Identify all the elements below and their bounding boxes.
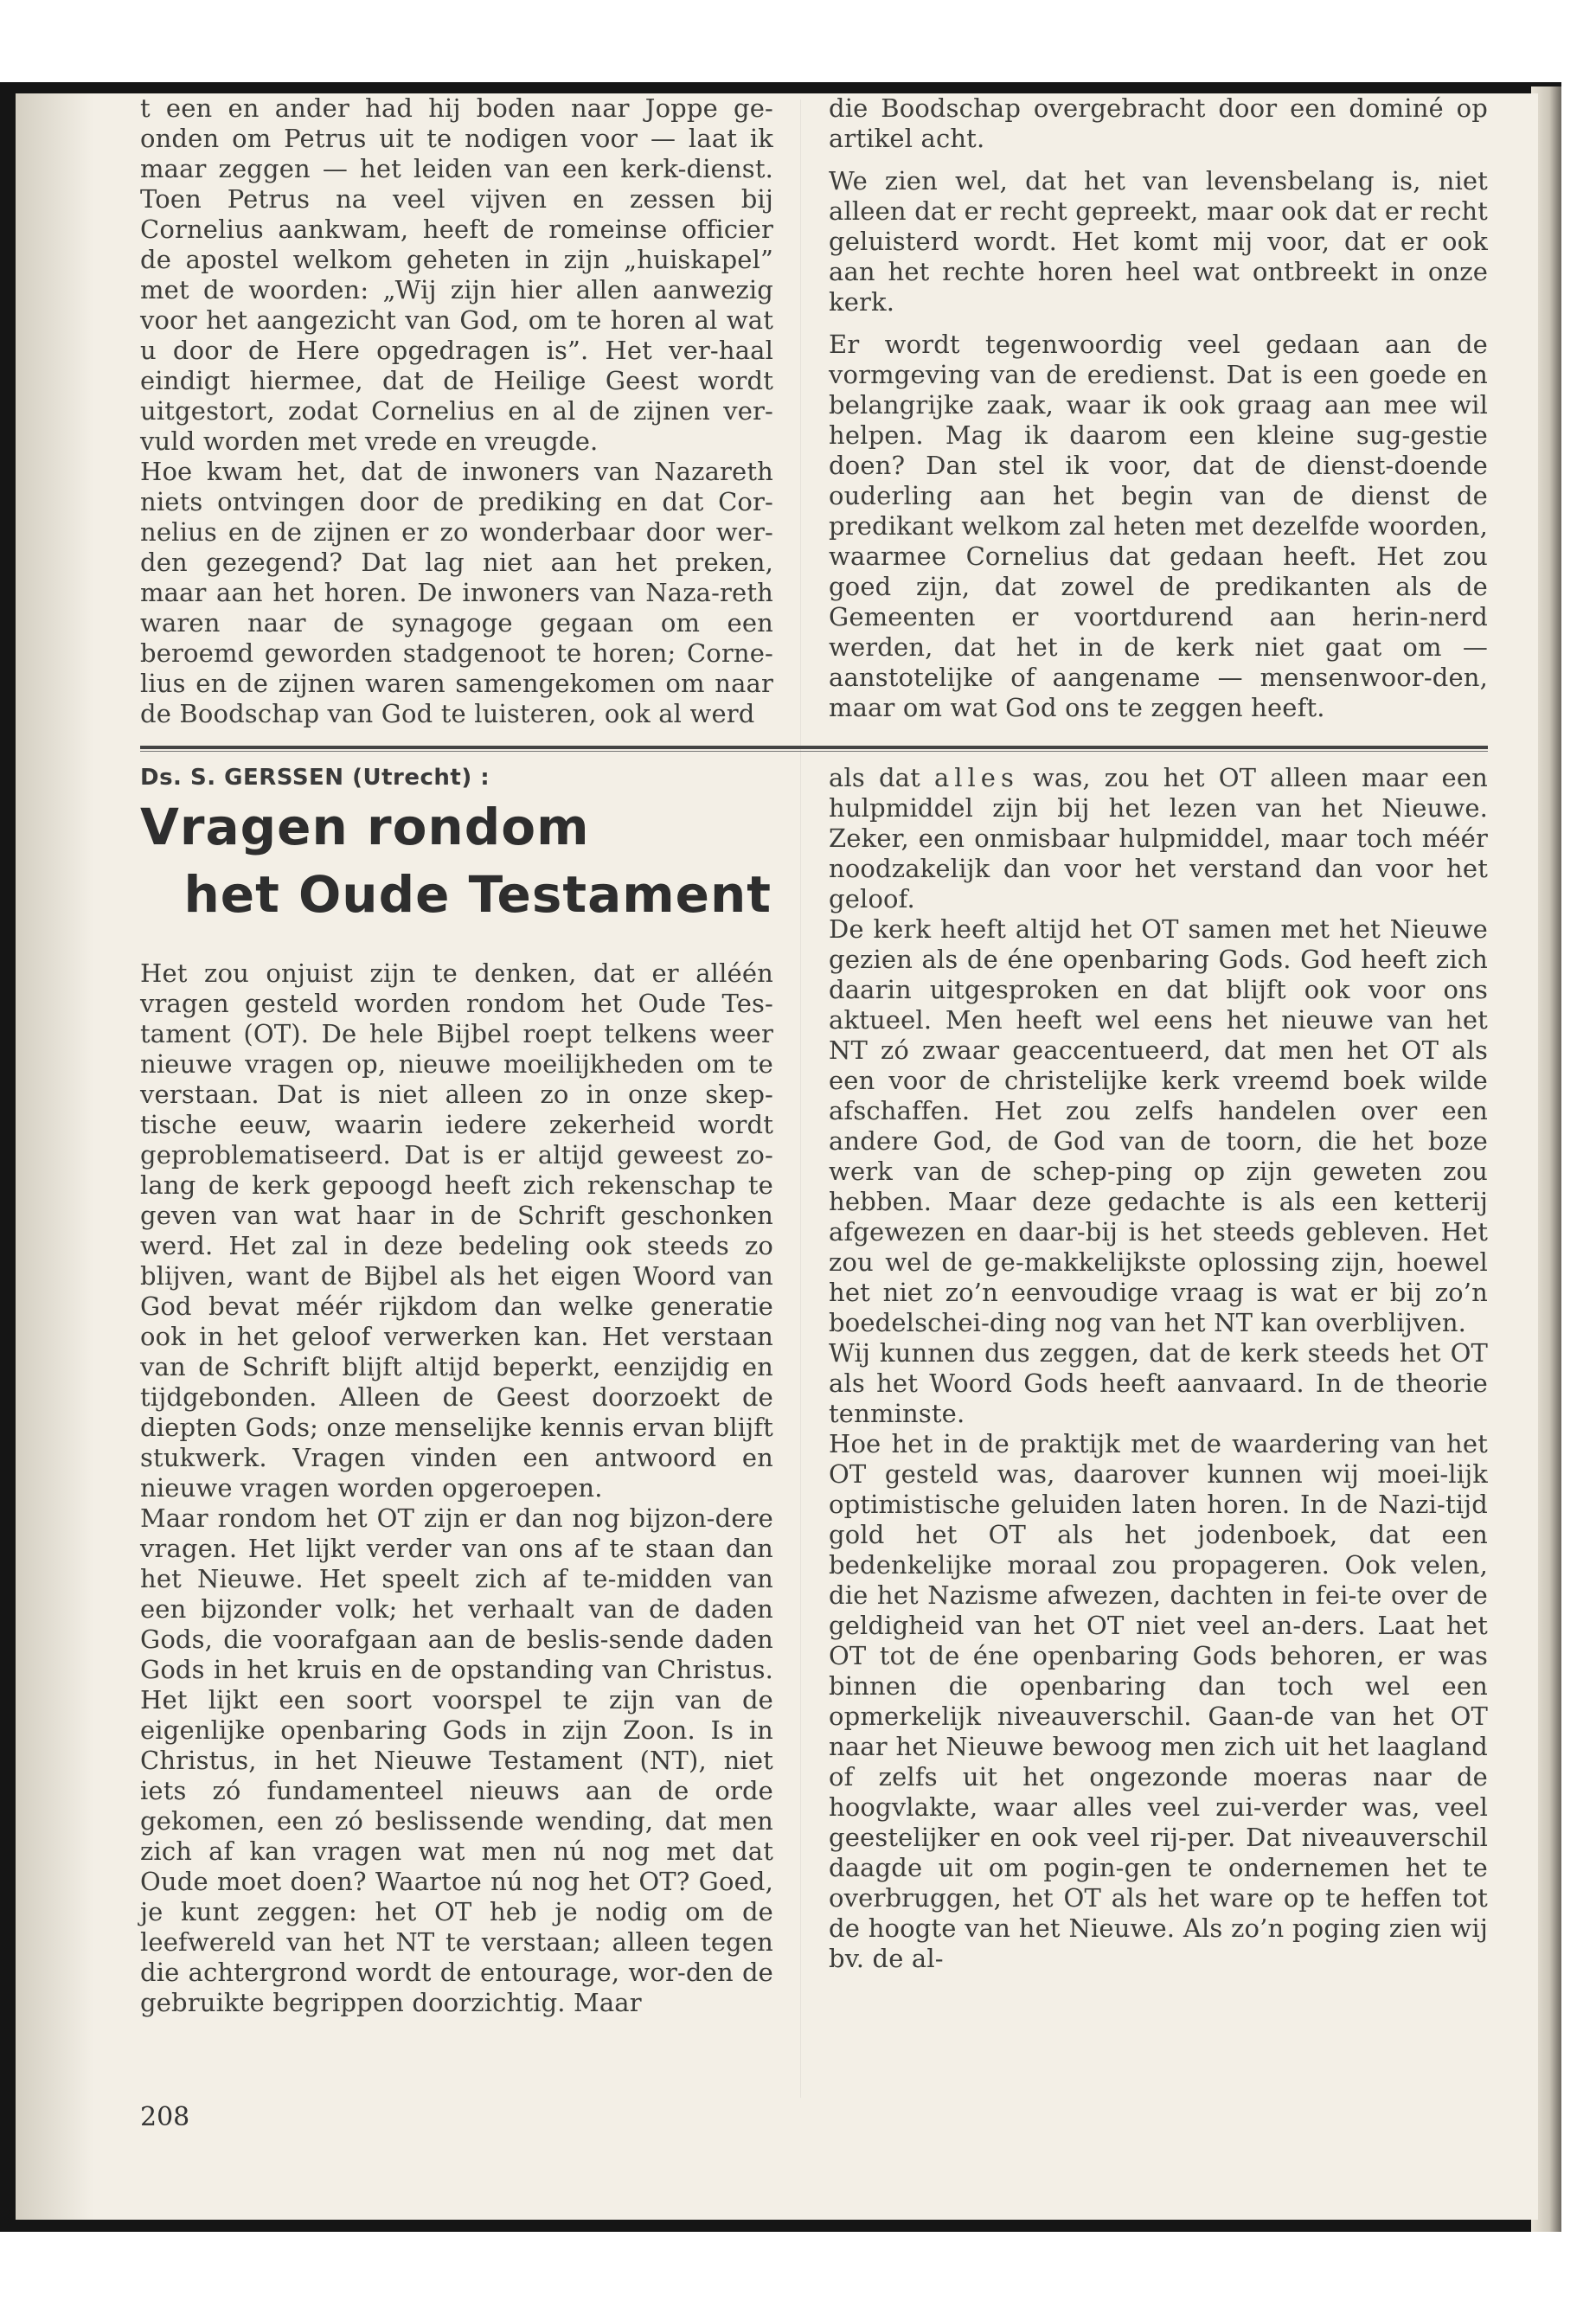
paragraph: We zien wel, dat het van levensbelang is, niet alleen dat er recht gepreekt, maar ook dat er recht geluisterd wordt. Het komt mij voor, dat er ook aan het rechte horen heel wat ontbreekt in onze kerk. [829,166,1488,317]
paragraph [829,763,1488,914]
bottom-right-column [829,763,1488,1974]
paragraph: Er wordt tegenwoordig veel gedaan aan de vormgeving van de eredienst. Dat is een goede en belangrijke zaak, waar ik ook graag aan mee wil helpen. Mag ik daarom een kleine sug-gestie doen? Dan stel ik voor, dat de dienst-doende ouderling aan het begin van de dienst de predikant welkom zal heten met dezelfde woorden, waarmee Cornelius dat gedaan heeft. Het zou goed zijn, dat zowel de predikanten als de Gemeenten er voortdurend aan herin-nerd werden, dat het in de kerk niet gaat om — aanstotelijke of aangename — mensenwoor-den, maar om wat God ons te zeggen heeft. [829,330,1488,722]
paragraph: Maar rondom het OT zijn er dan nog bijzon-dere vragen. Het lijkt verder van ons af te staan dan het Nieuwe. Het speelt zich af te-midden van een bijzonder volk; het verhaalt van de daden Gods, die voorafgaan aan de beslis-sende daden Gods in het kruis en de opstanding van Christus. Het lijkt een soort voorspel te zijn van de eigenlijke openbaring Gods in zijn Zoon. Is in Christus, in het Nieuwe Testament (NT), niet iets zó fundamenteel nieuws aan de orde gekomen, een zó beslissende wending, dat men zich af kan vragen wat men nú nog met dat Oude moet doen? Waartoe nú nog het OT? Goed, je kunt zeggen: het OT heb je nodig om de leefwereld van het NT te verstaan; alleen tegen die achtergrond wordt de entourage, wor-den de gebruikte begrippen doorzichtig. Maar [140,1503,773,2017]
paragraph: Hoe het in de praktijk met de waardering van het OT gesteld was, daarover kunnen wij moei-lijk optimistische geluiden laten horen. In de Nazi-tijd gold het OT als het jodenboek, dat een bedenkelijke moraal zou propageren. Ook velen, die het Nazisme afwezen, dachten in fei-te over de geldigheid van het OT niet veel an-ders. Laat het OT tot de éne openbaring Gods behoren, er was binnen die openbaring dan toch wel een opmerkelijk niveauverschil. Gaan-de van het OT naar het Nieuwe bewoog men zich uit het laagland of zelfs uit het ongezonde moeras naar de hoogvlakte, waar alles veel zui-verder was, veel geestelijker en ook veel rij-per. Dat niveauverschil daagde uit om pogin-gen te ondernemen het te overbruggen, het OT als het ware op te heffen tot de hoogte van het Nieuwe. Als zo’n poging zien wij bv. de al- [829,1429,1488,1973]
paragraph: Hoe kwam het, dat de inwoners van Nazareth niets ontvingen door de prediking en dat Cor-nelius en de zijnen er zo wonderbaar door wer-den gezegend? Dat lag niet aan het preken, maar aan het horen. De inwoners van Naza-reth waren naar de synagoge gegaan om een beroemd geworden stadgenoot te horen; Corne-lius en de zijnen waren samengekomen om naar de Boodschap van God te luisteren, ook al werd [140,457,773,728]
paragraph: t een en ander had hij boden naar Joppe ge-onden om Petrus uit te nodigen voor — laat ik maar zeggen — het leiden van een kerk-dienst. Toen Petrus na veel vijven en zessen bij Cornelius aankwam, heeft de romeinse officier de apostel welkom geheten in zijn „huiskapel” met de woorden: „Wij zijn hier allen aanwezig voor het aangezicht van God, om te horen al wat u door de Here opgedragen is”. Het ver-haal eindigt hiermee, dat de Heilige Geest wordt uitgestort, zodat Cornelius en al de zijnen ver-vuld worden met vrede en vreugde. [140,93,773,456]
section-rule-thin [140,751,1488,752]
page-gutter-shadow [16,93,93,2220]
paragraph: Wij kunnen dus zeggen, dat de kerk steeds het OT als het Woord Gods heeft aanvaard. In de theorie tenminste. [829,1338,1488,1428]
text-run: was, zou het OT alleen maar een hulpmiddel zijn bij het lezen van het Nieuwe. Zeker, een onmisbaar hulpmiddel, maar toch méér noodzakelijk dan voor het verstand dan voor het geloof. [829,763,1488,913]
text-run: als dat [829,763,934,792]
top-left-column [140,93,773,729]
emphasis-spaced: alles [933,763,1019,792]
paragraph: Het zou onjuist zijn te denken, dat er alléén vragen gesteld worden rondom het Oude Tes-tament (OT). De hele Bijbel roept telkens weer nieuwe vragen op, nieuwe moeilijkheden om te verstaan. Dat is niet alleen zo in onze skep-tische eeuw, waarin iedere zekerheid wordt geproblematiseerd. Dat is er altijd geweest zo-lang de kerk gepoogd heeft zich rekenschap te geven van wat haar in de Schrift geschonken werd. Het zal in deze bedeling ook steeds zo blijven, want de Bijbel als het eigen Woord van God bevat méér rijkdom dan welke generatie ook in het geloof verwerken kan. Het verstaan van de Schrift blijft altijd beperkt, eenzijdig en tijdgebonden. Alleen de Geest doorzoekt de diepten Gods; onze menselijke kennis ervan blijft stukwerk. Vragen vinden een antwoord en nieuwe vragen worden opgeroepen. [140,958,773,1503]
article-title-line-2: het Oude Testament [183,865,772,924]
column-divider [800,99,801,2098]
article-author: Ds. S. GERSSEN (Utrecht) : [140,765,490,791]
article-title-line-1: Vragen rondom [140,798,590,856]
page-number: 208 [140,2102,190,2132]
section-rule [140,746,1488,749]
top-right-column [829,93,1488,723]
paragraph: De kerk heeft altijd het OT samen met het Nieuwe gezien als de éne openbaring Gods. God heeft zich daarin uitgesproken en dat blijft ook voor ons aktueel. Men heeft wel eens het nieuwe van het NT zó zwaar geaccentueerd, dat men het OT als een voor de christelijke kerk vreemd boek wilde afschaffen. Het zou zelfs handelen over een andere God, de God van de toorn, die het boze werk van de schep-ping op zijn geweten zou hebben. Maar deze gedachte is als een ketterij afgewezen en daar-bij is het steeds gebleven. Het zou wel de ge-makkelijkste oplossing zijn, hoewel het niet zo’n eenvoudige vraag is wat er bij zo’n boedelschei-ding nog van het NT kan overblijven. [829,914,1488,1337]
paragraph: die Boodschap overgebracht door een dominé op artikel acht. [829,93,1488,153]
bottom-left-column [140,958,773,2018]
